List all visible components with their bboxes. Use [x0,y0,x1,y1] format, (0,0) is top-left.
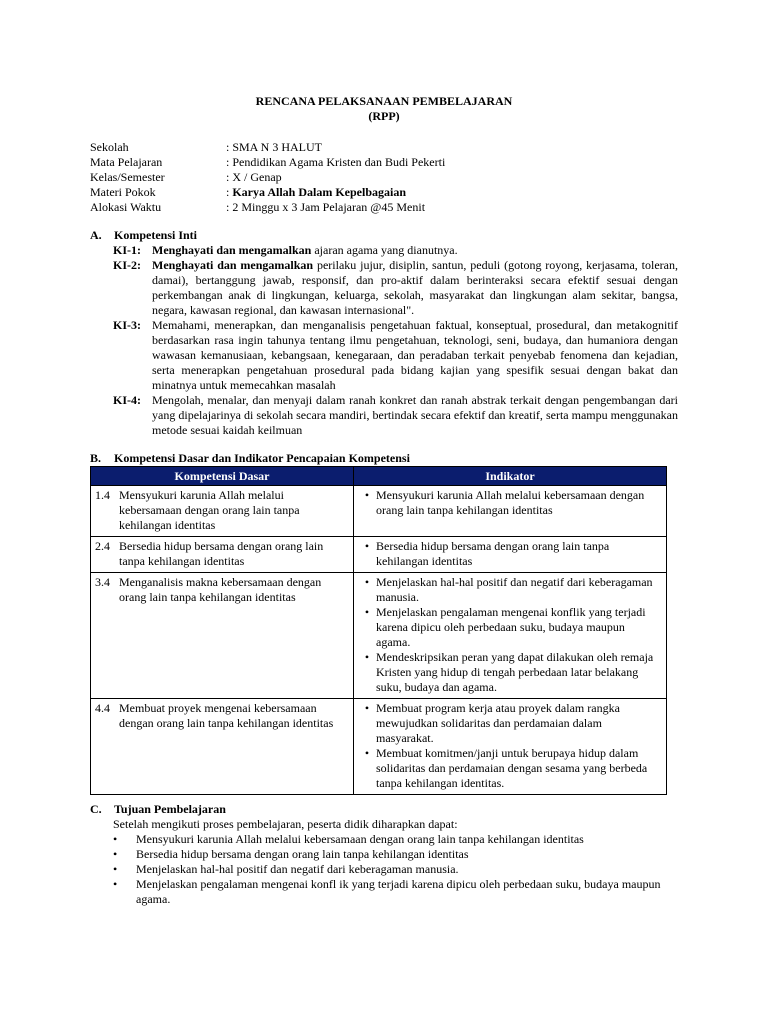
bullet-icon: • [113,877,118,891]
indikator-cell [354,537,667,573]
ki-bold: Menghayati dan mengamalkan [152,258,314,272]
indikator-cell [354,699,667,795]
title-line-1: RENCANA PELAKSANAAN PEMBELAJARAN [255,94,513,108]
ki-text [152,243,678,258]
indikator-item [358,575,662,605]
kd-cell [91,537,354,573]
bullet-icon: • [364,575,370,589]
section-c-heading [90,802,226,817]
list-item [113,877,673,907]
table-row [91,486,667,537]
ki-text [152,318,678,393]
info-label: Kelas/Semester [90,170,165,184]
ki-bold: Menghayati dan mengamalkan [152,243,312,257]
document-title [0,94,768,124]
kd-number: 3.4 [95,575,110,589]
ki-code: KI-4: [113,393,141,407]
ki-item [113,243,678,258]
indikator-item [358,488,662,518]
indikator-text: Mensyukuri karunia Allah melalui kebersamaan dengan orang lain tanpa kehilangan identitas [376,488,645,517]
kd-number: 4.4 [95,701,110,715]
indikator-text: Bersedia hidup bersama dengan orang lain tanpa kehilangan identitas [376,539,610,568]
kd-cell [91,486,354,537]
info-label: Sekolah [90,140,129,154]
ki-item [113,258,678,318]
info-label: Alokasi Waktu [90,200,162,214]
kd-text: Bersedia hidup bersama dengan orang lain tanpa kehilangan identitas [119,539,324,568]
indikator-cell [354,486,667,537]
list-item [113,832,673,847]
kompetensi-inti-list [113,243,678,438]
title-line-2: (RPP) [368,109,400,123]
info-value: : Pendidikan Agama Kristen dan Budi Pekerti [226,155,446,169]
info-label: Mata Pelajaran [90,155,163,169]
info-row-sekolah [90,140,445,155]
indikator-item [358,539,662,569]
indikator-text: Membuat program kerja atau proyek dalam rangka mewujudkan solidaritas dan perdamaian dalam masyarakat. [376,701,620,745]
tujuan-list [113,832,673,907]
table-header-row [91,467,667,486]
ki-code: KI-1: [113,243,141,257]
kd-cell [91,573,354,699]
kd-number: 1.4 [95,488,110,502]
table-row [91,573,667,699]
list-item [113,862,673,877]
section-title: Tujuan Pembelajaran [114,802,226,816]
indikator-text: Membuat komitmen/janji untuk berupaya hidup dalam solidaritas dan perdamaian dengan sesama yang berbeda tanpa kehilangan identitas. [376,746,648,790]
bullet-icon: • [364,488,370,502]
bullet-icon: • [113,847,118,861]
ki-code: KI-3: [113,318,141,332]
info-value: : X / Genap [226,170,282,184]
bullet-icon: • [364,746,370,760]
identity-block [90,140,445,215]
info-value: : SMA N 3 HALUT [226,140,323,154]
table-header-indikator: Indikator [354,467,667,486]
indikator-text: Mendeskripsikan peran yang dapat dilakukan oleh remaja Kristen yang hidup di tengah perbedaan latar belakang suku, budaya dan agama. [376,650,654,694]
info-value-prefix: : [226,185,233,199]
bullet-icon: • [364,605,370,619]
ki-body: perilaku jujur, disiplin, santun, peduli (gotong royong, kerjasama, toleran, damai), bertanggung jawab, responsif, dan pro-aktif dalam berinteraksi secara efektif sesuai dengan perkembangan anak di lingkungan, keluarga, sekolah, masyarakat dan lingkungan alam sekitar, bangsa, negara, kawasan regional, dan kawasan internasional". [152,258,678,317]
section-letter: A. [90,228,102,242]
section-b-heading [90,451,410,466]
ki-code: KI-2: [113,258,141,272]
kd-text: Mensyukuri karunia Allah melalui kebersamaan dengan orang lain tanpa kehilangan identitas [119,488,300,532]
table-row [91,537,667,573]
info-row-alokasi-waktu [90,200,445,215]
tujuan-text: Mensyukuri karunia Allah melalui kebersamaan dengan orang lain tanpa kehilangan identitas [136,832,584,846]
kompetensi-dasar-table [90,466,667,795]
ki-item [113,393,678,438]
ki-body: Mengolah, menalar, dan menyaji dalam ranah konkret dan ranah abstrak terkait dengan pengembangan dari yang dipelajarinya di sekolah secara mandiri, bertindak secara efektif dan kreatif, serta mampu menggunakan metode sesuai kaidah keilmuan [152,393,678,437]
info-label: Materi Pokok [90,185,156,199]
tujuan-text: Bersedia hidup bersama dengan orang lain tanpa kehilangan identitas [136,847,469,861]
indikator-item [358,701,662,746]
info-row-mata-pelajaran [90,155,445,170]
ki-body: ajaran agama yang dianutnya. [311,243,458,257]
bullet-icon: • [113,862,118,876]
info-value: : 2 Minggu x 3 Jam Pelajaran @45 Menit [226,200,426,214]
section-letter: B. [90,451,102,465]
bullet-icon: • [113,832,118,846]
ki-body: Memahami, menerapkan, dan menganalisis pengetahuan faktual, konseptual, prosedural, dan metakognitif berdasarkan rasa ingin tahunya tentang ilmu pengetahuan, teknologi, seni, budaya, dan humaniora dengan wawasan kemanusiaan, kebangsaan, kenegaraan, dan peradaban terkait penyebab fenomena dan kejadian, serta menerapkan pengetahuan prosedural pada bidang kajian yang spesifik sesuai dengan bakat dan minatnya untuk memecahkan masalah [152,318,678,392]
bullet-icon: • [364,539,370,553]
section-title: Kompetensi Inti [114,228,198,242]
kd-text: Membuat proyek mengenai kebersamaan dengan orang lain tanpa kehilangan identitas [119,701,334,730]
info-row-materi-pokok [90,185,445,200]
kd-cell [91,699,354,795]
ki-text [152,393,678,438]
tujuan-text: Menjelaskan hal-hal positif dan negatif dari keberagaman manusia. [136,862,459,876]
tujuan-text: Menjelaskan pengalaman mengenai konfl ik yang terjadi karena dipicu oleh perbedaan suku, budaya maupun agama. [136,877,661,906]
table-header-kd: Kompetensi Dasar [91,467,354,486]
indikator-item [358,650,662,695]
ki-text [152,258,678,318]
ki-item [113,318,678,393]
bullet-icon: • [364,701,370,715]
bullet-icon: • [364,650,370,664]
list-item [113,847,673,862]
kd-text: Menganalisis makna kebersamaan dengan orang lain tanpa kehilangan identitas [119,575,322,604]
section-a-heading [90,228,197,243]
indikator-item [358,746,662,791]
info-value-bold: Karya Allah Dalam Kepelbagaian [232,185,407,199]
info-value [226,185,406,200]
indikator-text: Menjelaskan hal-hal positif dan negatif dari keberagaman manusia. [376,575,653,604]
table-row [91,699,667,795]
info-row-kelas-semester [90,170,445,185]
tujuan-intro: Setelah mengikuti proses pembelajaran, peserta didik diharapkan dapat: [113,817,458,831]
indikator-cell [354,573,667,699]
kd-number: 2.4 [95,539,110,553]
indikator-item [358,605,662,650]
section-letter: C. [90,802,102,816]
indikator-text: Menjelaskan pengalaman mengenai konflik yang terjadi karena dipicu oleh perbedaan suku, budaya maupun agama. [376,605,646,649]
section-title: Kompetensi Dasar dan Indikator Pencapaian Kompetensi [114,451,410,465]
